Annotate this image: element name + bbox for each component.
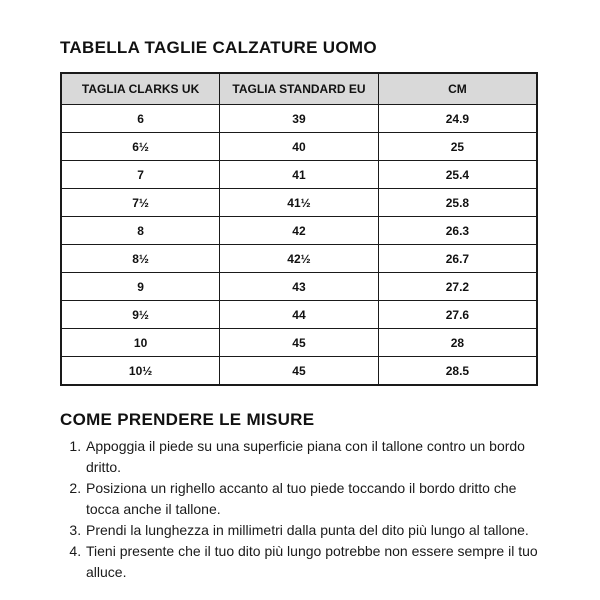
cell-uk: 9 <box>61 273 220 301</box>
cell-eu: 41½ <box>220 189 379 217</box>
cell-uk: 10½ <box>61 357 220 386</box>
size-table <box>60 72 538 386</box>
cell-eu: 40 <box>220 133 379 161</box>
table-row <box>61 245 537 273</box>
cell-cm: 26.3 <box>378 217 537 245</box>
table-row <box>61 161 537 189</box>
measuring-instructions-list <box>60 436 540 583</box>
cell-uk: 10 <box>61 329 220 357</box>
cell-uk: 8½ <box>61 245 220 273</box>
cell-eu: 44 <box>220 301 379 329</box>
cell-uk: 7 <box>61 161 220 189</box>
cell-cm: 25.4 <box>378 161 537 189</box>
cell-cm: 25 <box>378 133 537 161</box>
cell-uk: 8 <box>61 217 220 245</box>
measuring-section-title: COME PRENDERE LE MISURE <box>60 410 315 429</box>
instruction-item: 1. Appoggia il piede su una superficie piana con il tallone contro un bordo dritto. <box>85 436 540 478</box>
size-table-body <box>61 105 537 386</box>
cell-eu: 39 <box>220 105 379 133</box>
cell-eu: 41 <box>220 161 379 189</box>
cell-eu: 45 <box>220 357 379 386</box>
table-row <box>61 329 537 357</box>
header-row <box>61 73 537 105</box>
table-row <box>61 301 537 329</box>
cell-cm: 27.2 <box>378 273 537 301</box>
cell-cm: 27.6 <box>378 301 537 329</box>
cell-eu: 43 <box>220 273 379 301</box>
instruction-item: 3. Prendi la lunghezza in millimetri dalla punta del dito più lungo al tallone. <box>85 520 540 541</box>
cell-cm: 26.7 <box>378 245 537 273</box>
table-row <box>61 217 537 245</box>
cell-uk: 7½ <box>61 189 220 217</box>
cell-eu: 45 <box>220 329 379 357</box>
table-row <box>61 357 537 386</box>
table-row <box>61 105 537 133</box>
cell-cm: 28.5 <box>378 357 537 386</box>
header-eu: TAGLIA STANDARD EU <box>220 73 379 105</box>
size-table-header <box>61 73 537 105</box>
instruction-item: 2. Posiziona un righello accanto al tuo piede toccando il bordo dritto che tocca anche il tallone. <box>85 478 540 520</box>
cell-cm: 24.9 <box>378 105 537 133</box>
cell-uk: 6 <box>61 105 220 133</box>
cell-uk: 9½ <box>61 301 220 329</box>
header-cm: CM <box>378 73 537 105</box>
table-row <box>61 189 537 217</box>
cell-eu: 42½ <box>220 245 379 273</box>
header-uk: TAGLIA CLARKS UK <box>61 73 220 105</box>
cell-eu: 42 <box>220 217 379 245</box>
cell-cm: 25.8 <box>378 189 537 217</box>
table-row <box>61 273 537 301</box>
instruction-item: 4. Tieni presente che il tuo dito più lungo potrebbe non essere sempre il tuo alluce. <box>85 541 540 583</box>
page-title: TABELLA TAGLIE CALZATURE UOMO <box>60 38 377 57</box>
table-row <box>61 133 537 161</box>
cell-uk: 6½ <box>61 133 220 161</box>
cell-cm: 28 <box>378 329 537 357</box>
